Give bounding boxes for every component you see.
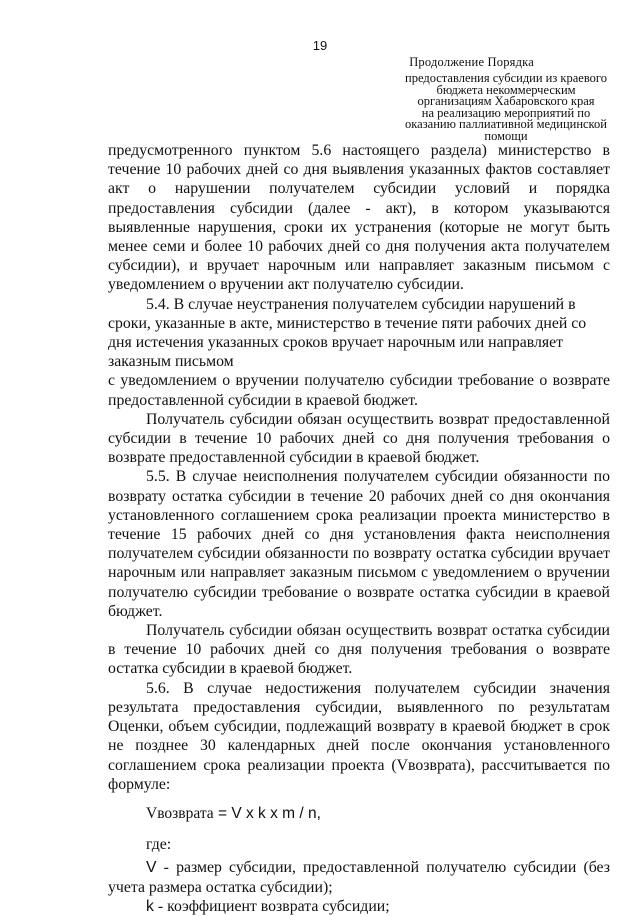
header-line: бюджета некоммерческим — [436, 82, 576, 97]
where-label: где: — [146, 836, 172, 854]
formula — [146, 804, 610, 823]
paragraph-5-5: 5.5. В случае неисполнения получателем субсидии обязанности по возврату остатка субсидии в течение 20 рабочих дней со дня окончания установленного соглашением срока реализации проекта министерство в течение 15 рабочих дней со дня установления факта неисполнения получателем субсидии обязанности по возврату остатка субсидии вручает нарочным или направляет заказным письмом с уведомлением о вручении получателю субсидии требование о возврате остатка субсидии в краевой бюджет. — [108, 468, 610, 620]
paragraph-5-4: 5.4. В случае неустранения получателем субсидии нарушений в сроки, указанные в акте, министерство в течение пяти рабочих дней со дня истечения указанных сроков вручает нарочным или направляет заказным письмом — [108, 295, 587, 371]
header-line: оказанию паллиативной медицинской — [405, 117, 607, 131]
definition-text: - размер субсидии, предоставленной получателю субсидии (без учета размера остатка субсидии); — [108, 859, 610, 896]
definition-text: - коэффициент возврата субсидии; — [153, 897, 390, 915]
header-line: предоставления субсидии из краевого — [405, 71, 607, 85]
formula-lhs: Vвозврата — [146, 804, 214, 822]
definition-symbol: V — [146, 859, 157, 877]
definition-v — [108, 858, 610, 896]
page-number: 19 — [312, 38, 328, 53]
header-block — [386, 73, 626, 142]
paragraph-continuation: предусмотренного пунктом 5.6 настоящего раздела) министерство в течение 10 рабочих дней со дня выявления указанных фактов составляет акт о нарушении получателем субсидии условий и порядка предоставления субсидии (далее - акт), в котором указываются выявленные нарушения, сроки их устранения (которые не могут быть менее семи и более 10 рабочих дней со дня получения акта получателем субсидии), и вручает нарочным или направляет заказным письмом с уведомлением о вручении акт получателю субсидии. — [108, 142, 610, 294]
paragraph-return-obligation: Получатель субсидии обязан осуществить возврат предоставленной субсидии в течение 10 рабочих дней со дня получения требования о возврате предоставленной субсидии в краевой бюджет. — [108, 410, 610, 467]
header-line: помощи — [484, 128, 528, 143]
document-body — [108, 141, 610, 916]
header-title: Продолжение Порядка — [409, 55, 534, 69]
formula-rhs: = V x k x m / n, — [213, 804, 321, 822]
definition-symbol: k — [146, 897, 154, 915]
header-line: организациям Хабаровского края — [417, 94, 595, 108]
header-line: на реализацию мероприятий по — [421, 105, 591, 120]
paragraph-remainder-return: Получатель субсидии обязан осуществить возврат остатка субсидии в течение 10 рабочих дней со дня получения требования о возврате остатка субсидии в краевой бюджет. — [108, 622, 610, 678]
definition-k — [108, 897, 610, 916]
paragraph-5-4-continued: с уведомлением о вручении получателю субсидии требование о возврате предоставленной субсидии в краевой бюджет. — [108, 372, 610, 409]
paragraph-5-6: 5.6. В случае недостижения получателем субсидии значения результата предоставления субсидии, выявленного по результатам Оценки, объем субсидии, подлежащий возврату в краевой бюджет в срок не позднее 30 календарных дней после окончания установленного соглашением срока реализации проекта (Vвозврата), рассчитывается по формуле: — [108, 679, 610, 793]
